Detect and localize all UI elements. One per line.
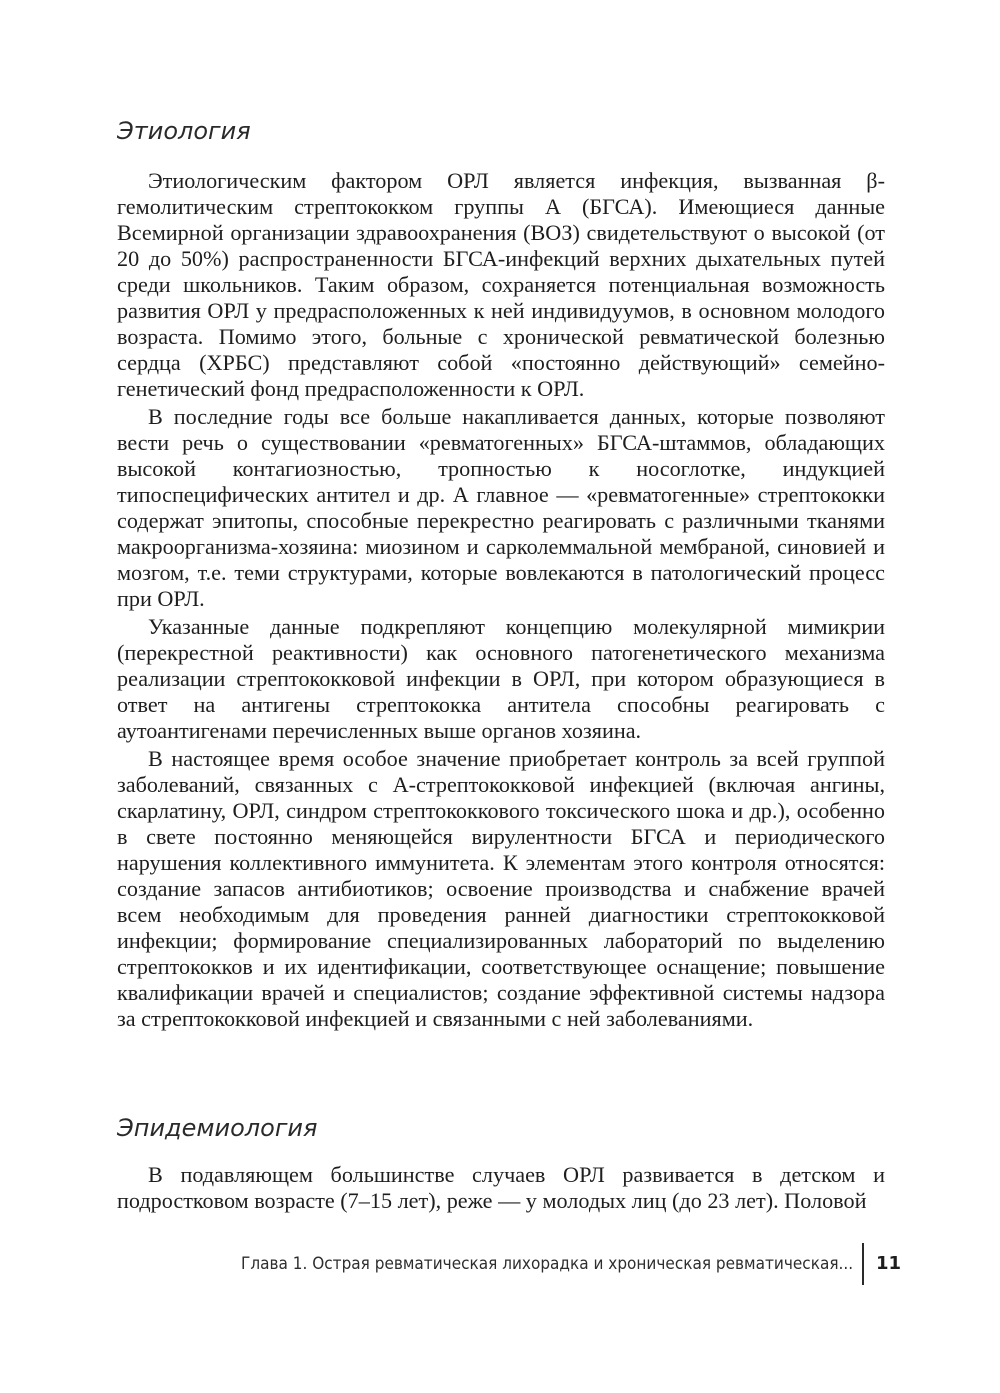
section-heading-etiology: Этиология: [117, 117, 251, 145]
paragraph: В последние годы все больше накапливается данных, которые позволяют вести речь о существовании «ревматогенных» БГСА-штаммов, обладающих высокой контагиозностью, тропностью к носоглотке, индукцией типоспецифических антител и др. А главное — «ревматогенные» стрептококки содержат эпитопы, способные перекрестно реагировать с различными тканями макроорганизма-хозяина: миозином и сарколеммальной мембраной, синовией и мозгом, т.е. теми структурами, которые вовлекаются в патологический процесс при ОРЛ.: [117, 404, 885, 611]
paragraph: Этиологическим фактором ОРЛ является инфекция, вызванная β-гемолитическим стрептококком группы А (БГСА). Имеющиеся данные Всемирной организации здравоохранения (ВОЗ) свидетельствуют о высокой (от 20 до 50%) распространенности БГСА-инфекций верхних дыхательных путей среди школьников. Таким образом, сохраняется потенциальная возможность развития ОРЛ у предрасположенных к ней индивидуумов, в основном молодого возраста. Помимо этого, больные с хронической ревматической болезнью сердца (ХРБС) представляют собой «постоянно действующий» семейно-генетический фонд предрасположенности к ОРЛ.: [117, 168, 885, 401]
paragraph: Указанные данные подкрепляют концепцию молекулярной мимикрии (перекрестной реактивности) как основного патогенетического механизма реализации стрептококковой инфекции в ОРЛ, при котором образующиеся в ответ на антигены стрептококка антитела способны реагировать с аутоантигенами перечисленных выше органов хозяина.: [117, 614, 885, 743]
section-body-etiology: [117, 168, 885, 1032]
page-footer: [0, 1251, 1000, 1281]
section-heading-epidemiology: Эпидемиология: [117, 1114, 318, 1142]
running-title: Глава 1. Острая ревматическая лихорадка и хроническая ревматическая...: [240, 1254, 853, 1274]
section-body-epidemiology: [117, 1162, 885, 1214]
paragraph: В настоящее время особое значение приобретает контроль за всей группой заболеваний, связанных с А-стрептококковой инфекцией (включая ангины, скарлатину, ОРЛ, синдром стрептококкового токсического шока и др.), особенно в свете постоянно меняющейся вирулентности БГСА и периодического нарушения коллективного иммунитета. К элементам этого контроля относятся: создание запасов антибиотиков; освоение производства и снабжение врачей всем необходимым для проведения ранней диагностики стрептококковой инфекции; формирование специализированных лабораторий по выделению стрептококков и их идентификации, соответствующее оснащение; повышение квалификации врачей и специалистов; создание эффективной системы надзора за стрептококковой инфекцией и связанными с ней заболеваниями.: [117, 746, 885, 1031]
paragraph: В подавляющем большинстве случаев ОРЛ развивается в детском и подростковом возрасте (7–15 лет), реже — у молодых лиц (до 23 лет). Половой: [117, 1162, 885, 1213]
footer-divider: [862, 1243, 864, 1285]
page-number: 11: [876, 1253, 902, 1274]
